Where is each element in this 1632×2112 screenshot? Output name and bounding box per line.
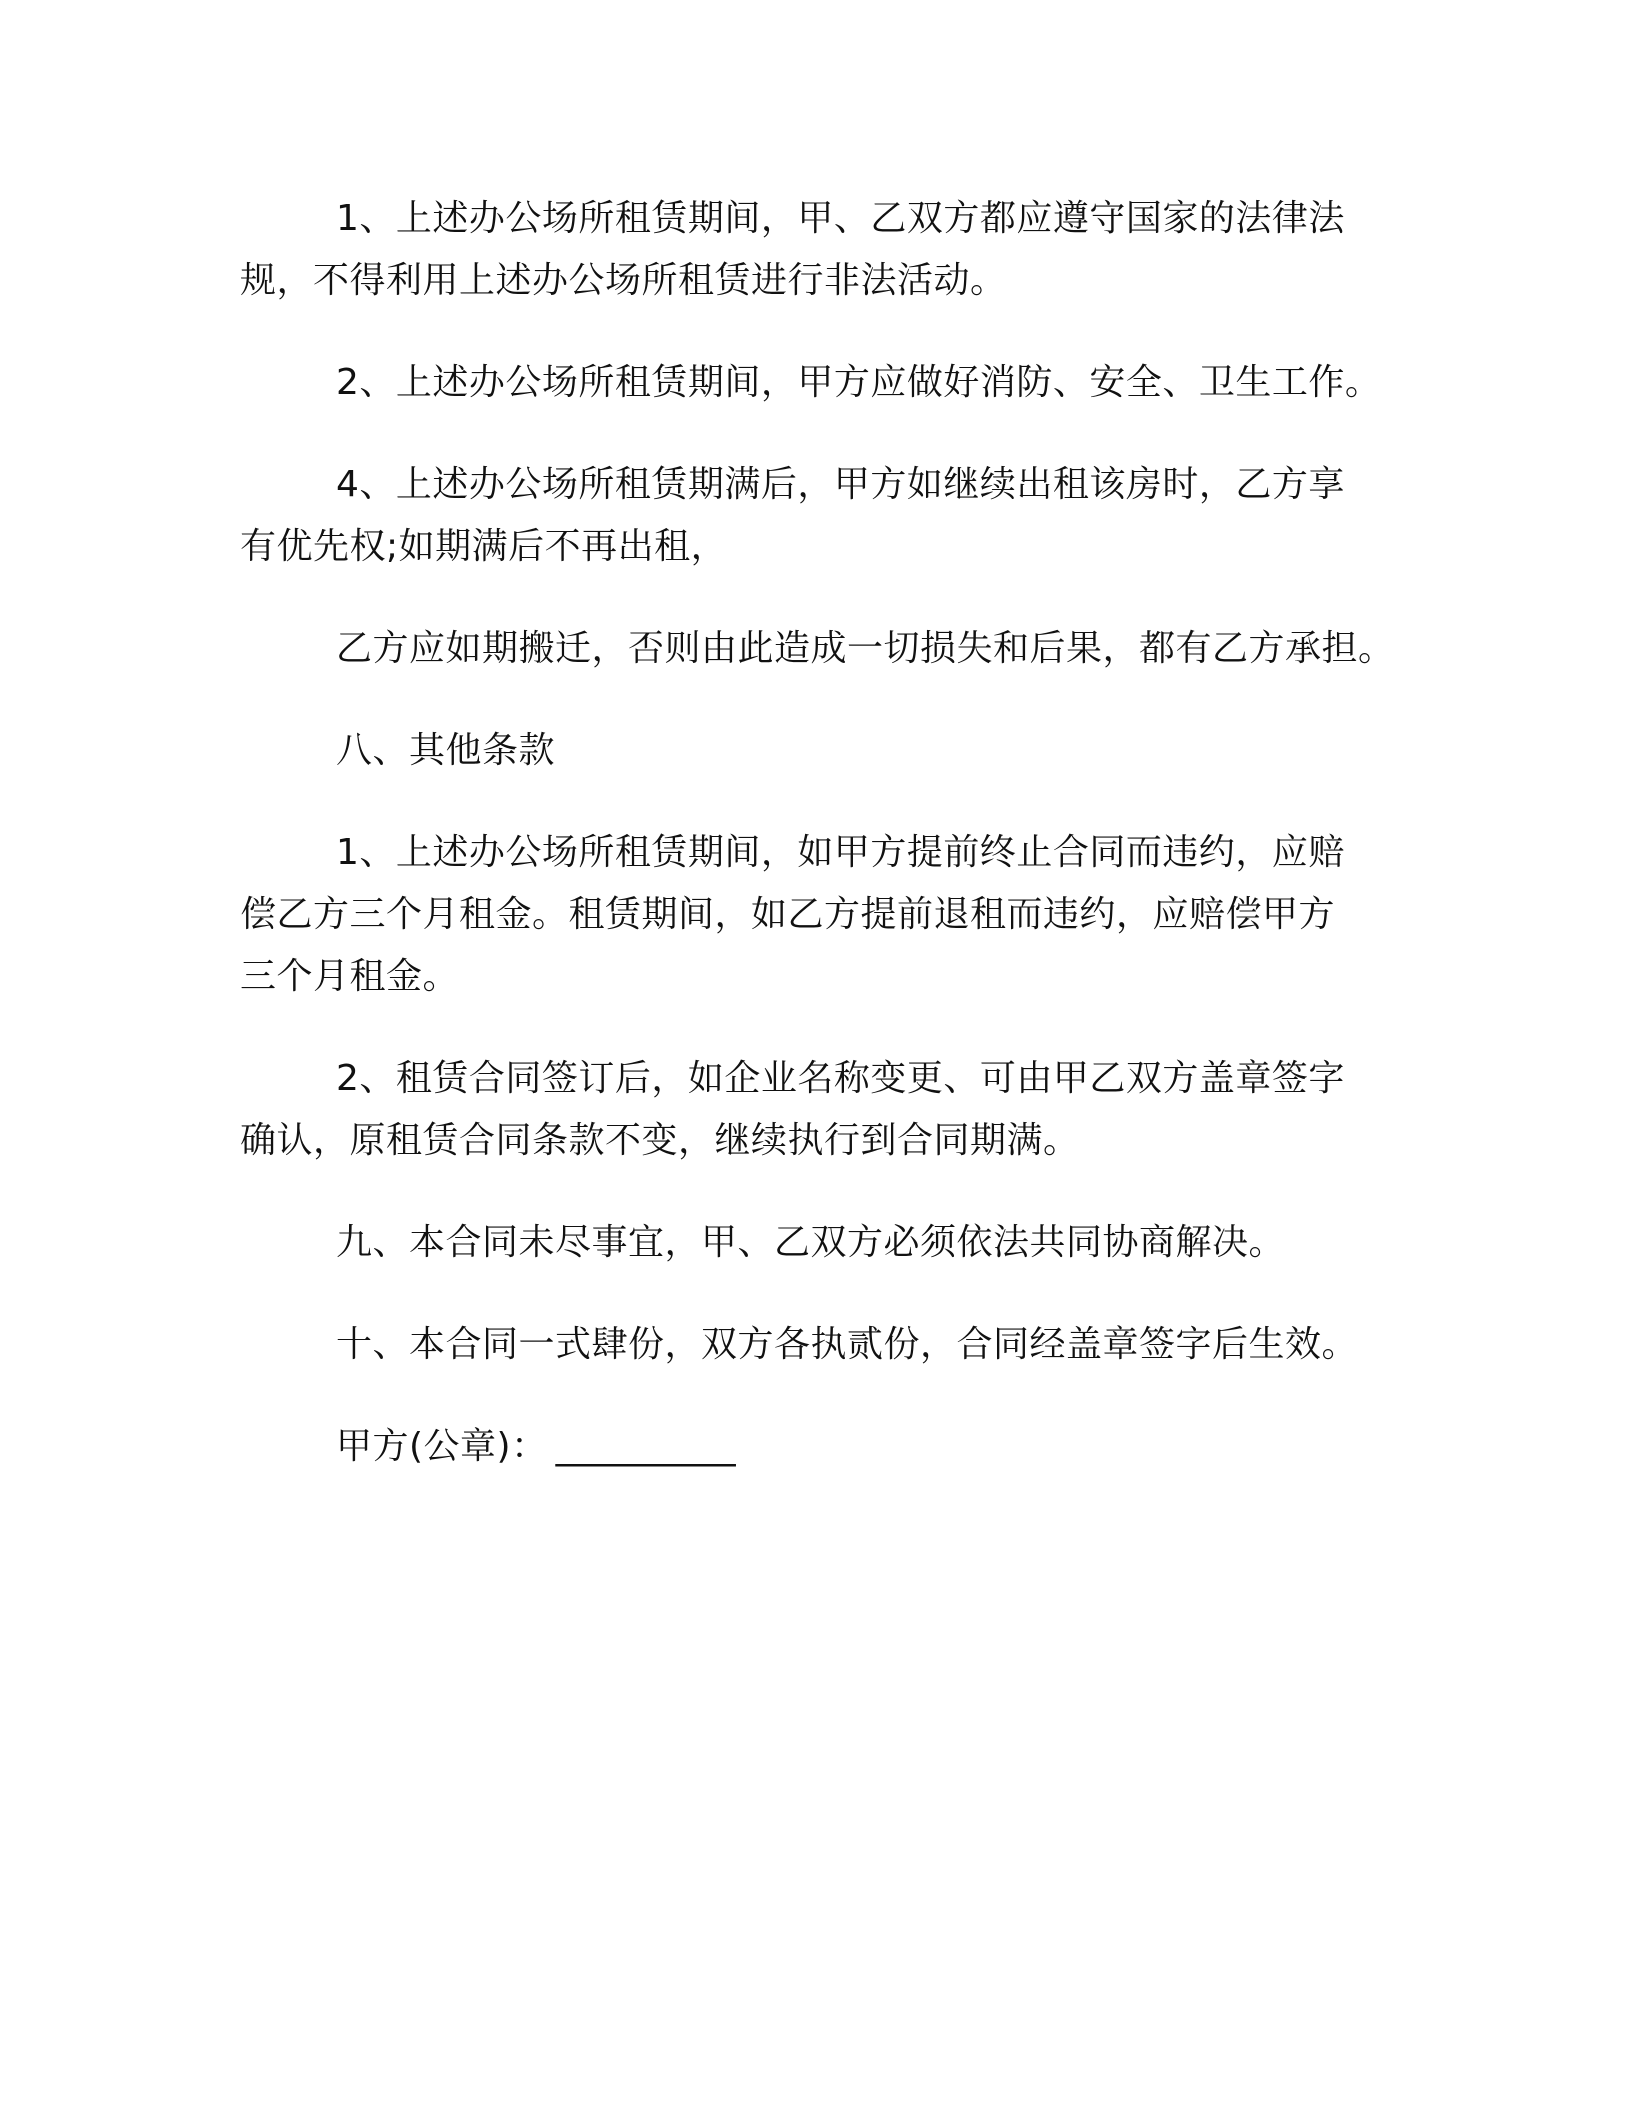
section-heading-other-terms <box>240 720 1400 782</box>
paragraph-8 <box>240 1212 1400 1274</box>
paragraph-line: 偿乙方三个月租金。租赁期间，如乙方提前退租而违约，应赔偿甲方 <box>240 894 1336 935</box>
paragraph-line: 有优先权;如期满后不再出租， <box>240 526 728 567</box>
paragraph-line: 三个月租金。 <box>240 956 460 997</box>
signature-line <box>240 1416 1400 1478</box>
paragraph-line: 九、本合同未尽事宜，甲、乙双方必须依法共同协商解决。 <box>336 1222 1286 1263</box>
paragraph-2 <box>240 352 1400 414</box>
signature-blank: __________ <box>555 1426 736 1467</box>
paragraph-line: 十、本合同一式肆份，双方各执贰份，合同经盖章签字后生效。 <box>336 1324 1359 1365</box>
paragraph-line: 规，不得利用上述办公场所租赁进行非法活动。 <box>240 260 1007 301</box>
signature-label: 甲方(公章)： <box>336 1426 548 1467</box>
paragraph-1 <box>240 188 1400 312</box>
paragraph-6 <box>240 822 1400 1008</box>
paragraph-line: 2、租赁合同签订后，如企业名称变更、可由甲乙双方盖章签字 <box>336 1058 1345 1099</box>
paragraph-9 <box>240 1314 1400 1376</box>
paragraph-line: 确认，原租赁合同条款不变，继续执行到合同期满。 <box>240 1120 1080 1161</box>
paragraph-7 <box>240 1048 1400 1172</box>
paragraph-line: 1、上述办公场所租赁期间，甲、乙双方都应遵守国家的法律法 <box>336 198 1345 239</box>
paragraph-4 <box>240 618 1400 680</box>
document-body <box>240 188 1400 1478</box>
paragraph-3 <box>240 454 1400 578</box>
section-heading: 八、其他条款 <box>336 730 556 771</box>
paragraph-line: 2、上述办公场所租赁期间，甲方应做好消防、安全、卫生工作。 <box>336 362 1382 403</box>
paragraph-line: 4、上述办公场所租赁期满后，甲方如继续出租该房时，乙方享 <box>336 464 1345 505</box>
paragraph-line: 乙方应如期搬迁，否则由此造成一切损失和后果，都有乙方承担。 <box>336 628 1395 669</box>
paragraph-line: 1、上述办公场所租赁期间，如甲方提前终止合同而违约，应赔 <box>336 832 1345 873</box>
